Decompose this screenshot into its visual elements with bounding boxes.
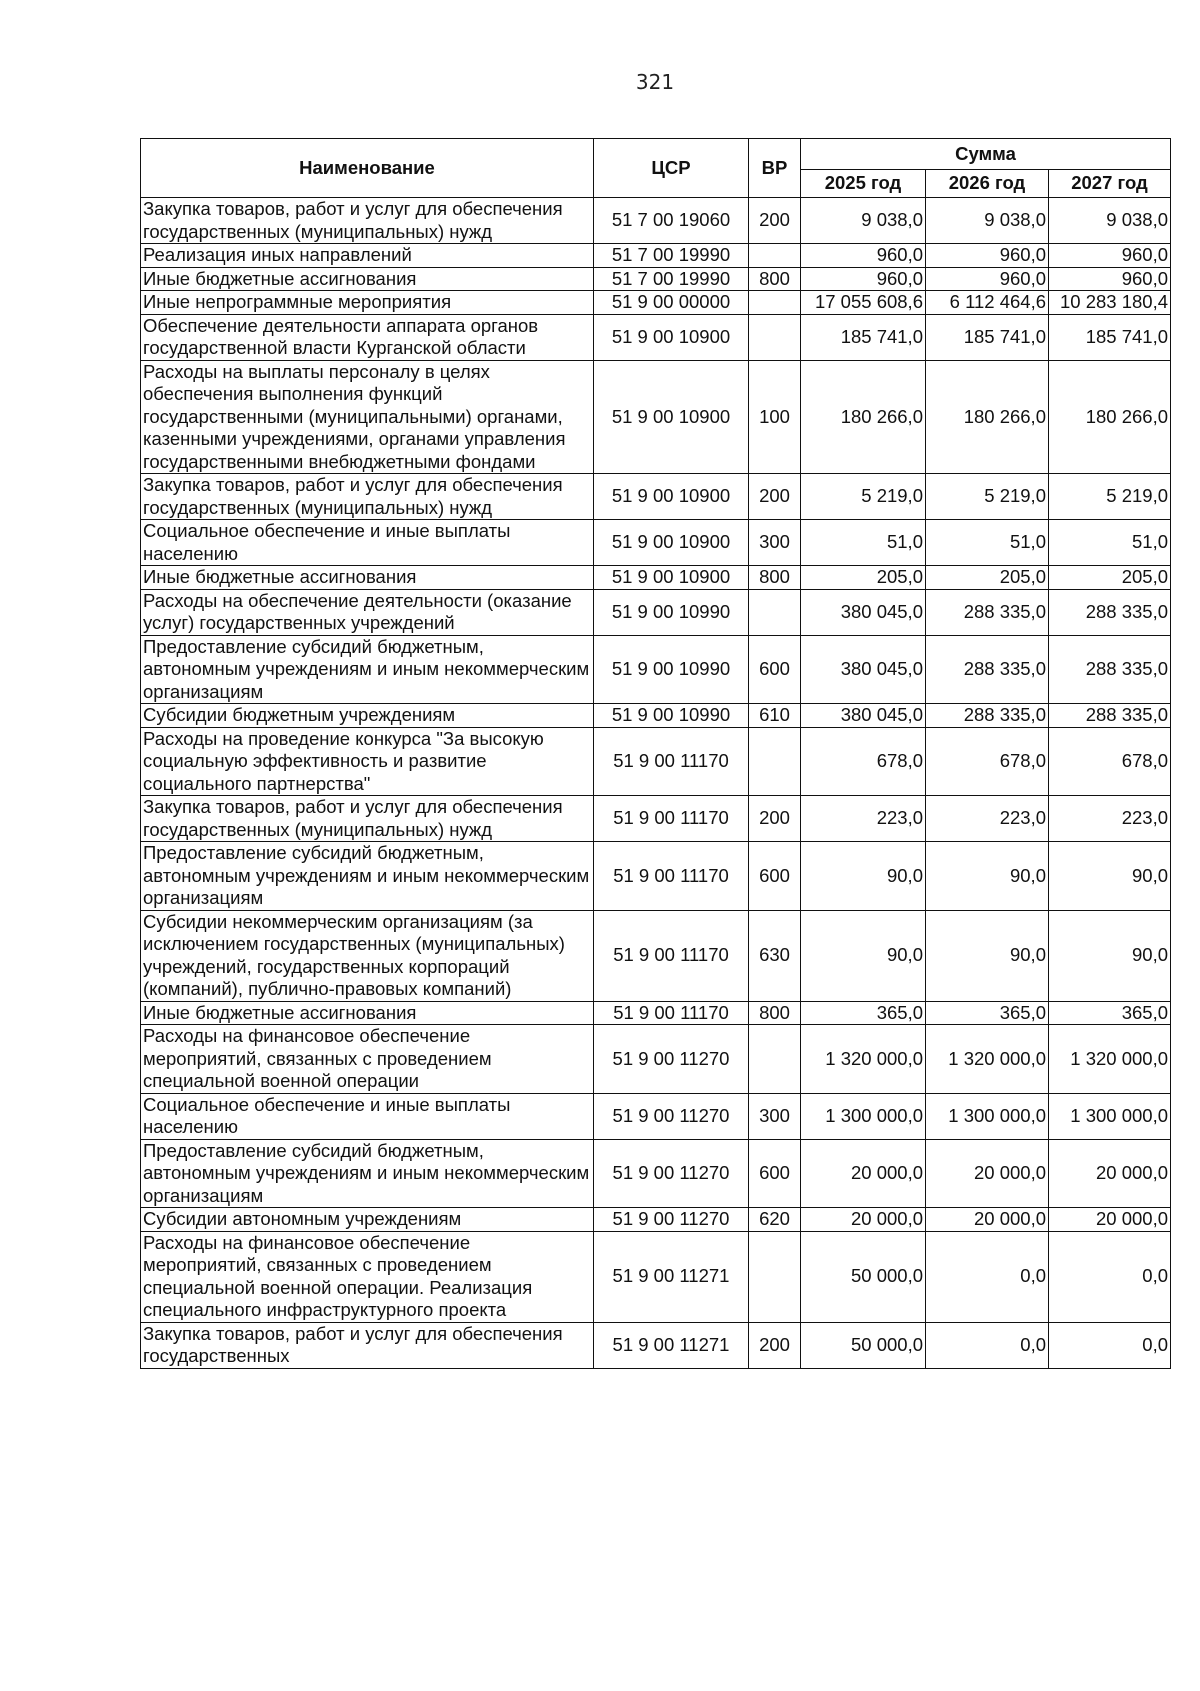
cell-amount-2026: 0,0: [926, 1322, 1049, 1368]
cell-name: Социальное обеспечение и иные выплаты населению: [141, 1093, 594, 1139]
cell-vr: 300: [749, 1093, 801, 1139]
cell-name: Закупка товаров, работ и услуг для обеспечения государственных (муниципальных) нужд: [141, 198, 594, 244]
cell-csr: 51 9 00 11271: [594, 1231, 749, 1322]
cell-name: Предоставление субсидий бюджетным, автономным учреждениям и иным некоммерческим организациям: [141, 1139, 594, 1208]
table-row: [141, 1139, 1171, 1208]
cell-amount-2027: 185 741,0: [1049, 314, 1171, 360]
cell-csr: 51 9 00 11270: [594, 1025, 749, 1094]
table-row: [141, 1001, 1171, 1025]
cell-amount-2027: 0,0: [1049, 1322, 1171, 1368]
cell-amount-2027: 0,0: [1049, 1231, 1171, 1322]
cell-amount-2025: 380 045,0: [801, 704, 926, 728]
cell-name: Расходы на выплаты персоналу в целях обеспечения выполнения функций государственными (муниципальными) органами, казенными учреждениями, органами управления государственными внебюджетными фондами: [141, 360, 594, 474]
cell-name: Расходы на проведение конкурса "За высокую социальную эффективность и развитие социального партнерства": [141, 727, 594, 796]
cell-amount-2025: 365,0: [801, 1001, 926, 1025]
cell-amount-2026: 960,0: [926, 267, 1049, 291]
cell-csr: 51 9 00 10900: [594, 314, 749, 360]
cell-amount-2026: 960,0: [926, 244, 1049, 268]
table-header: [141, 139, 1171, 198]
cell-vr: [749, 1025, 801, 1094]
table-row: [141, 589, 1171, 635]
cell-csr: 51 9 00 11170: [594, 1001, 749, 1025]
header-sum: Сумма: [801, 139, 1171, 170]
cell-amount-2027: 960,0: [1049, 244, 1171, 268]
cell-amount-2026: 90,0: [926, 910, 1049, 1001]
table-row: [141, 1093, 1171, 1139]
cell-amount-2025: 960,0: [801, 267, 926, 291]
cell-name: Расходы на финансовое обеспечение мероприятий, связанных с проведением специальной военной операции: [141, 1025, 594, 1094]
cell-name: Расходы на финансовое обеспечение мероприятий, связанных с проведением специальной военной операции. Реализация специального инфраструктурного проекта: [141, 1231, 594, 1322]
header-name: Наименование: [141, 139, 594, 198]
cell-vr: 620: [749, 1208, 801, 1232]
cell-csr: 51 9 00 11170: [594, 727, 749, 796]
cell-csr: 51 7 00 19060: [594, 198, 749, 244]
cell-amount-2025: 5 219,0: [801, 474, 926, 520]
cell-vr: 200: [749, 1322, 801, 1368]
cell-name: Субсидии некоммерческим организациям (за исключением государственных (муниципальных) учреждений, государственных корпораций (компаний), публично-правовых компаний): [141, 910, 594, 1001]
cell-vr: [749, 1231, 801, 1322]
cell-amount-2027: 960,0: [1049, 267, 1171, 291]
cell-amount-2026: 180 266,0: [926, 360, 1049, 474]
table-row: [141, 360, 1171, 474]
cell-amount-2027: 90,0: [1049, 910, 1171, 1001]
cell-amount-2026: 1 300 000,0: [926, 1093, 1049, 1139]
cell-amount-2026: 1 320 000,0: [926, 1025, 1049, 1094]
cell-name: Иные бюджетные ассигнования: [141, 267, 594, 291]
cell-amount-2025: 960,0: [801, 244, 926, 268]
cell-vr: [749, 727, 801, 796]
cell-csr: 51 9 00 10990: [594, 704, 749, 728]
table-row: [141, 1231, 1171, 1322]
cell-vr: 800: [749, 566, 801, 590]
cell-amount-2027: 20 000,0: [1049, 1139, 1171, 1208]
cell-vr: 200: [749, 474, 801, 520]
cell-vr: 300: [749, 520, 801, 566]
cell-amount-2025: 90,0: [801, 910, 926, 1001]
cell-amount-2027: 1 320 000,0: [1049, 1025, 1171, 1094]
cell-amount-2026: 9 038,0: [926, 198, 1049, 244]
cell-amount-2026: 223,0: [926, 796, 1049, 842]
header-csr: ЦСР: [594, 139, 749, 198]
cell-amount-2027: 20 000,0: [1049, 1208, 1171, 1232]
cell-name: Иные бюджетные ассигнования: [141, 1001, 594, 1025]
table-row: [141, 635, 1171, 704]
table-row: [141, 842, 1171, 911]
cell-amount-2027: 205,0: [1049, 566, 1171, 590]
cell-amount-2026: 288 335,0: [926, 589, 1049, 635]
cell-vr: [749, 589, 801, 635]
cell-name: Закупка товаров, работ и услуг для обеспечения государственных (муниципальных) нужд: [141, 796, 594, 842]
table-row: [141, 291, 1171, 315]
cell-vr: 600: [749, 635, 801, 704]
cell-amount-2025: 180 266,0: [801, 360, 926, 474]
cell-amount-2026: 288 335,0: [926, 635, 1049, 704]
cell-csr: 51 9 00 11270: [594, 1093, 749, 1139]
cell-vr: 200: [749, 796, 801, 842]
cell-csr: 51 9 00 11270: [594, 1139, 749, 1208]
table-row: [141, 267, 1171, 291]
cell-csr: 51 9 00 11170: [594, 842, 749, 911]
cell-amount-2026: 51,0: [926, 520, 1049, 566]
cell-vr: [749, 244, 801, 268]
header-year-2027: 2027 год: [1049, 170, 1171, 198]
cell-amount-2025: 90,0: [801, 842, 926, 911]
cell-amount-2025: 51,0: [801, 520, 926, 566]
cell-vr: 800: [749, 1001, 801, 1025]
cell-csr: 51 9 00 00000: [594, 291, 749, 315]
cell-amount-2027: 223,0: [1049, 796, 1171, 842]
cell-amount-2027: 51,0: [1049, 520, 1171, 566]
cell-amount-2025: 205,0: [801, 566, 926, 590]
cell-name: Расходы на обеспечение деятельности (оказание услуг) государственных учреждений: [141, 589, 594, 635]
cell-amount-2025: 223,0: [801, 796, 926, 842]
table-row: [141, 727, 1171, 796]
cell-amount-2025: 678,0: [801, 727, 926, 796]
cell-amount-2025: 380 045,0: [801, 589, 926, 635]
cell-amount-2027: 1 300 000,0: [1049, 1093, 1171, 1139]
cell-name: Иные бюджетные ассигнования: [141, 566, 594, 590]
cell-vr: 630: [749, 910, 801, 1001]
cell-vr: 600: [749, 842, 801, 911]
cell-amount-2025: 50 000,0: [801, 1322, 926, 1368]
cell-amount-2027: 10 283 180,4: [1049, 291, 1171, 315]
cell-csr: 51 9 00 11170: [594, 796, 749, 842]
table-row: [141, 198, 1171, 244]
cell-name: Субсидии бюджетным учреждениям: [141, 704, 594, 728]
table-row: [141, 244, 1171, 268]
header-year-2026: 2026 год: [926, 170, 1049, 198]
cell-amount-2026: 90,0: [926, 842, 1049, 911]
cell-csr: 51 7 00 19990: [594, 244, 749, 268]
cell-csr: 51 9 00 10900: [594, 474, 749, 520]
header-vr: ВР: [749, 139, 801, 198]
cell-amount-2026: 5 219,0: [926, 474, 1049, 520]
cell-name: Закупка товаров, работ и услуг для обеспечения государственных (муниципальных) нужд: [141, 474, 594, 520]
cell-amount-2026: 20 000,0: [926, 1208, 1049, 1232]
cell-amount-2026: 20 000,0: [926, 1139, 1049, 1208]
cell-amount-2027: 678,0: [1049, 727, 1171, 796]
table-row: [141, 910, 1171, 1001]
budget-table: [140, 138, 1171, 1369]
cell-amount-2027: 180 266,0: [1049, 360, 1171, 474]
cell-vr: 600: [749, 1139, 801, 1208]
cell-amount-2025: 17 055 608,6: [801, 291, 926, 315]
cell-amount-2025: 9 038,0: [801, 198, 926, 244]
cell-vr: [749, 291, 801, 315]
cell-amount-2026: 365,0: [926, 1001, 1049, 1025]
cell-csr: 51 9 00 10990: [594, 589, 749, 635]
cell-amount-2026: 205,0: [926, 566, 1049, 590]
cell-amount-2025: 1 300 000,0: [801, 1093, 926, 1139]
cell-amount-2026: 185 741,0: [926, 314, 1049, 360]
cell-vr: 100: [749, 360, 801, 474]
cell-vr: 800: [749, 267, 801, 291]
table-row: [141, 566, 1171, 590]
cell-amount-2025: 380 045,0: [801, 635, 926, 704]
cell-amount-2026: 288 335,0: [926, 704, 1049, 728]
cell-csr: 51 9 00 11271: [594, 1322, 749, 1368]
cell-amount-2025: 1 320 000,0: [801, 1025, 926, 1094]
cell-csr: 51 7 00 19990: [594, 267, 749, 291]
cell-amount-2027: 365,0: [1049, 1001, 1171, 1025]
cell-name: Иные непрограммные мероприятия: [141, 291, 594, 315]
cell-vr: 610: [749, 704, 801, 728]
cell-csr: 51 9 00 10900: [594, 520, 749, 566]
cell-amount-2025: 20 000,0: [801, 1208, 926, 1232]
cell-amount-2025: 20 000,0: [801, 1139, 926, 1208]
cell-amount-2026: 678,0: [926, 727, 1049, 796]
table-body: [141, 198, 1171, 1369]
table-row: [141, 474, 1171, 520]
cell-amount-2027: 288 335,0: [1049, 704, 1171, 728]
cell-amount-2027: 288 335,0: [1049, 635, 1171, 704]
cell-name: Предоставление субсидий бюджетным, автономным учреждениям и иным некоммерческим организациям: [141, 842, 594, 911]
table-row: [141, 1025, 1171, 1094]
table-row: [141, 520, 1171, 566]
table-row: [141, 796, 1171, 842]
page-number: 321: [635, 70, 675, 94]
cell-name: Субсидии автономным учреждениям: [141, 1208, 594, 1232]
cell-name: Реализация иных направлений: [141, 244, 594, 268]
cell-vr: 200: [749, 198, 801, 244]
table-row: [141, 1322, 1171, 1368]
cell-csr: 51 9 00 11270: [594, 1208, 749, 1232]
cell-amount-2026: 0,0: [926, 1231, 1049, 1322]
cell-csr: 51 9 00 11170: [594, 910, 749, 1001]
cell-csr: 51 9 00 10900: [594, 360, 749, 474]
cell-name: Закупка товаров, работ и услуг для обеспечения государственных: [141, 1322, 594, 1368]
cell-amount-2027: 288 335,0: [1049, 589, 1171, 635]
cell-amount-2027: 5 219,0: [1049, 474, 1171, 520]
table-row: [141, 1208, 1171, 1232]
cell-name: Социальное обеспечение и иные выплаты населению: [141, 520, 594, 566]
table-row: [141, 704, 1171, 728]
header-year-2025: 2025 год: [801, 170, 926, 198]
cell-amount-2025: 185 741,0: [801, 314, 926, 360]
cell-amount-2027: 9 038,0: [1049, 198, 1171, 244]
cell-name: Обеспечение деятельности аппарата органов государственной власти Курганской области: [141, 314, 594, 360]
cell-csr: 51 9 00 10990: [594, 635, 749, 704]
cell-amount-2025: 50 000,0: [801, 1231, 926, 1322]
cell-csr: 51 9 00 10900: [594, 566, 749, 590]
cell-amount-2026: 6 112 464,6: [926, 291, 1049, 315]
cell-name: Предоставление субсидий бюджетным, автономным учреждениям и иным некоммерческим организациям: [141, 635, 594, 704]
cell-amount-2027: 90,0: [1049, 842, 1171, 911]
table-row: [141, 314, 1171, 360]
cell-vr: [749, 314, 801, 360]
